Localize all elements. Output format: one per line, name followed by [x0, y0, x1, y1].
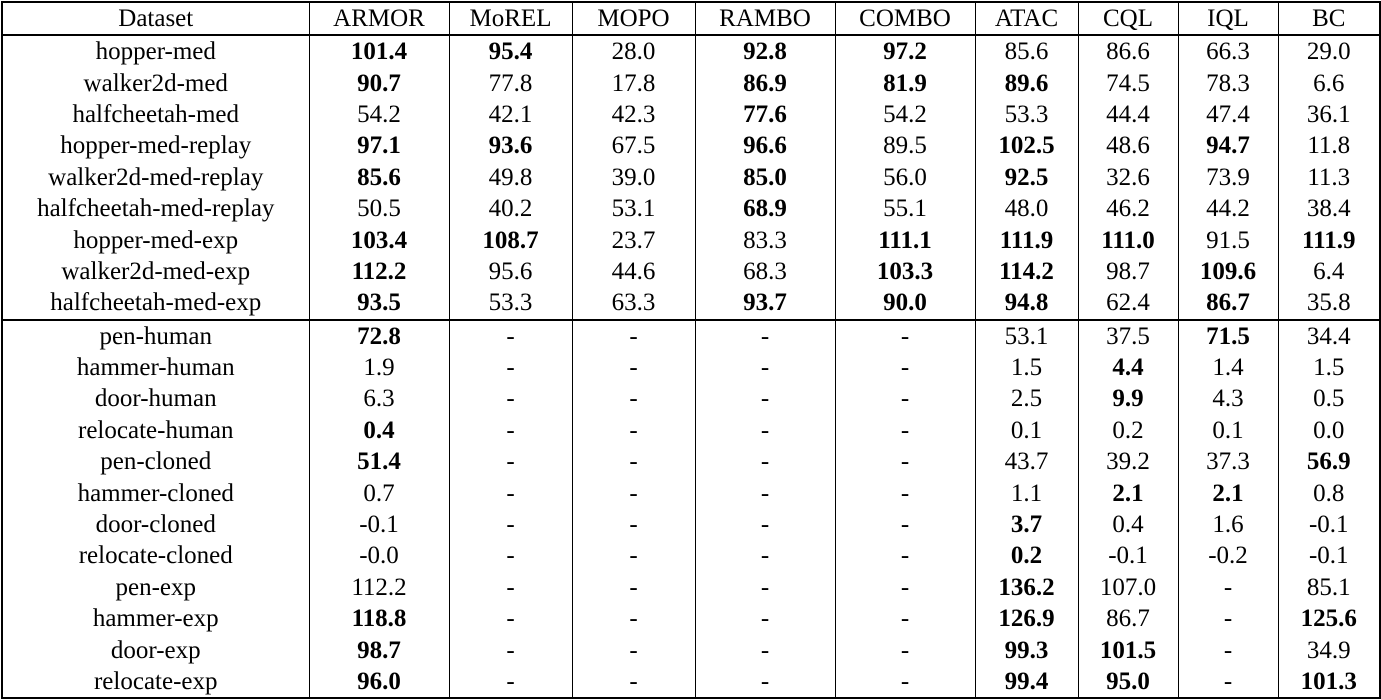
score-cell-morel: - [449, 383, 572, 414]
score-cell-iql: - [1178, 603, 1278, 634]
score-cell-cql: 111.0 [1078, 224, 1178, 255]
table-row [2, 256, 1380, 287]
score-cell-atac: 89.6 [975, 67, 1078, 98]
score-cell-rambo: 83.3 [695, 224, 835, 255]
dataset-cell: pen-human [2, 320, 309, 352]
score-cell-rambo: 85.0 [695, 162, 835, 193]
column-header-combo: COMBO [835, 2, 975, 35]
score-cell-cql: 98.7 [1078, 256, 1178, 287]
score-cell-armor: 0.7 [309, 477, 449, 508]
dataset-cell: door-exp [2, 634, 309, 665]
table-body [2, 35, 1380, 698]
score-cell-atac: 53.1 [975, 320, 1078, 352]
score-cell-mopo: 28.0 [572, 35, 695, 67]
score-cell-cql: 74.5 [1078, 67, 1178, 98]
score-cell-atac: 99.3 [975, 634, 1078, 665]
score-cell-bc: -0.1 [1278, 509, 1380, 540]
score-cell-bc: 0.8 [1278, 477, 1380, 508]
score-cell-armor: 90.7 [309, 67, 449, 98]
score-cell-morel: 95.4 [449, 35, 572, 67]
score-cell-rambo: - [695, 446, 835, 477]
score-cell-atac: 2.5 [975, 383, 1078, 414]
score-cell-mopo: - [572, 603, 695, 634]
column-header-mopo: MOPO [572, 2, 695, 35]
score-cell-iql: 1.4 [1178, 352, 1278, 383]
score-cell-morel: - [449, 446, 572, 477]
score-cell-mopo: 23.7 [572, 224, 695, 255]
score-cell-rambo: - [695, 383, 835, 414]
score-cell-morel: - [449, 666, 572, 698]
score-cell-mopo: 53.1 [572, 193, 695, 224]
score-cell-iql: - [1178, 634, 1278, 665]
table-row [2, 603, 1380, 634]
dataset-cell: door-human [2, 383, 309, 414]
score-cell-combo: 90.0 [835, 287, 975, 319]
dataset-cell: hopper-med-exp [2, 224, 309, 255]
score-cell-atac: 136.2 [975, 572, 1078, 603]
score-cell-armor: -0.0 [309, 540, 449, 571]
score-cell-bc: 11.8 [1278, 130, 1380, 161]
score-cell-armor: 101.4 [309, 35, 449, 67]
score-cell-armor: 103.4 [309, 224, 449, 255]
score-cell-rambo: 68.9 [695, 193, 835, 224]
score-cell-iql: 0.1 [1178, 415, 1278, 446]
score-cell-combo: 55.1 [835, 193, 975, 224]
score-cell-cql: 86.6 [1078, 35, 1178, 67]
score-cell-atac: 1.5 [975, 352, 1078, 383]
table-row [2, 287, 1380, 319]
score-cell-iql: 37.3 [1178, 446, 1278, 477]
score-cell-mopo: - [572, 572, 695, 603]
score-cell-atac: 3.7 [975, 509, 1078, 540]
score-cell-combo: - [835, 634, 975, 665]
score-cell-armor: -0.1 [309, 509, 449, 540]
score-cell-cql: 0.2 [1078, 415, 1178, 446]
score-cell-bc: 38.4 [1278, 193, 1380, 224]
score-cell-armor: 112.2 [309, 256, 449, 287]
score-cell-mopo: 42.3 [572, 99, 695, 130]
score-cell-combo: 97.2 [835, 35, 975, 67]
score-cell-mopo: 44.6 [572, 256, 695, 287]
score-cell-iql: 2.1 [1178, 477, 1278, 508]
table-row [2, 509, 1380, 540]
score-cell-bc: 125.6 [1278, 603, 1380, 634]
score-cell-armor: 6.3 [309, 383, 449, 414]
score-cell-morel: - [449, 320, 572, 352]
score-cell-iql: 86.7 [1178, 287, 1278, 319]
score-cell-morel: 40.2 [449, 193, 572, 224]
score-cell-mopo: 17.8 [572, 67, 695, 98]
score-cell-combo: 111.1 [835, 224, 975, 255]
dataset-cell: hopper-med-replay [2, 130, 309, 161]
score-cell-cql: 32.6 [1078, 162, 1178, 193]
score-cell-bc: 36.1 [1278, 99, 1380, 130]
table-row [2, 540, 1380, 571]
score-cell-mopo: 67.5 [572, 130, 695, 161]
score-cell-mopo: - [572, 666, 695, 698]
score-cell-atac: 94.8 [975, 287, 1078, 319]
table-row [2, 320, 1380, 352]
table-row [2, 99, 1380, 130]
score-cell-rambo: - [695, 603, 835, 634]
score-cell-iql: -0.2 [1178, 540, 1278, 571]
score-cell-mopo: - [572, 320, 695, 352]
score-cell-morel: 49.8 [449, 162, 572, 193]
score-cell-bc: 0.0 [1278, 415, 1380, 446]
score-cell-armor: 118.8 [309, 603, 449, 634]
score-cell-mopo: - [572, 509, 695, 540]
score-cell-morel: - [449, 415, 572, 446]
score-cell-cql: 107.0 [1078, 572, 1178, 603]
table-row [2, 352, 1380, 383]
table-row [2, 572, 1380, 603]
score-cell-armor: 1.9 [309, 352, 449, 383]
score-cell-mopo: - [572, 477, 695, 508]
score-cell-armor: 54.2 [309, 99, 449, 130]
score-cell-combo: 56.0 [835, 162, 975, 193]
score-cell-morel: - [449, 477, 572, 508]
score-cell-armor: 96.0 [309, 666, 449, 698]
score-cell-armor: 0.4 [309, 415, 449, 446]
score-cell-bc: 29.0 [1278, 35, 1380, 67]
score-cell-rambo: - [695, 415, 835, 446]
header-row [2, 2, 1380, 35]
score-cell-combo: - [835, 540, 975, 571]
score-cell-iql: 4.3 [1178, 383, 1278, 414]
score-cell-cql: 46.2 [1078, 193, 1178, 224]
table-row [2, 666, 1380, 698]
score-cell-cql: 62.4 [1078, 287, 1178, 319]
column-header-rambo: RAMBO [695, 2, 835, 35]
score-cell-mopo: - [572, 446, 695, 477]
score-cell-bc: 35.8 [1278, 287, 1380, 319]
score-cell-armor: 97.1 [309, 130, 449, 161]
score-cell-armor: 98.7 [309, 634, 449, 665]
score-cell-rambo: - [695, 666, 835, 698]
score-cell-armor: 51.4 [309, 446, 449, 477]
column-header-iql: IQL [1178, 2, 1278, 35]
score-cell-morel: 53.3 [449, 287, 572, 319]
score-cell-rambo: 96.6 [695, 130, 835, 161]
score-cell-iql: 91.5 [1178, 224, 1278, 255]
score-cell-mopo: - [572, 415, 695, 446]
score-cell-combo: - [835, 352, 975, 383]
score-cell-armor: 72.8 [309, 320, 449, 352]
score-cell-cql: 39.2 [1078, 446, 1178, 477]
score-cell-iql: 71.5 [1178, 320, 1278, 352]
score-cell-armor: 50.5 [309, 193, 449, 224]
score-cell-rambo: 68.3 [695, 256, 835, 287]
score-cell-atac: 99.4 [975, 666, 1078, 698]
score-cell-iql: 109.6 [1178, 256, 1278, 287]
score-cell-morel: 108.7 [449, 224, 572, 255]
score-cell-cql: -0.1 [1078, 540, 1178, 571]
score-cell-cql: 37.5 [1078, 320, 1178, 352]
score-cell-cql: 86.7 [1078, 603, 1178, 634]
score-cell-bc: 0.5 [1278, 383, 1380, 414]
table-header [2, 2, 1380, 35]
score-cell-combo: - [835, 666, 975, 698]
score-cell-combo: 89.5 [835, 130, 975, 161]
table-row [2, 224, 1380, 255]
score-cell-armor: 85.6 [309, 162, 449, 193]
score-cell-rambo: 86.9 [695, 67, 835, 98]
score-cell-iql: 66.3 [1178, 35, 1278, 67]
score-cell-atac: 85.6 [975, 35, 1078, 67]
score-cell-morel: - [449, 603, 572, 634]
column-header-bc: BC [1278, 2, 1380, 35]
score-cell-mopo: 63.3 [572, 287, 695, 319]
score-cell-combo: 81.9 [835, 67, 975, 98]
score-cell-combo: 54.2 [835, 99, 975, 130]
dataset-cell: relocate-cloned [2, 540, 309, 571]
column-header-armor: ARMOR [309, 2, 449, 35]
score-cell-combo: - [835, 383, 975, 414]
score-cell-bc: 34.4 [1278, 320, 1380, 352]
column-header-morel: MoREL [449, 2, 572, 35]
score-cell-mopo: - [572, 634, 695, 665]
dataset-cell: hammer-human [2, 352, 309, 383]
score-cell-combo: - [835, 509, 975, 540]
dataset-cell: walker2d-med-exp [2, 256, 309, 287]
score-cell-combo: 103.3 [835, 256, 975, 287]
score-cell-rambo: - [695, 540, 835, 571]
dataset-cell: hammer-cloned [2, 477, 309, 508]
dataset-cell: halfcheetah-med-exp [2, 287, 309, 319]
table-row [2, 477, 1380, 508]
score-cell-cql: 44.4 [1078, 99, 1178, 130]
score-cell-bc: 56.9 [1278, 446, 1380, 477]
score-cell-rambo: 77.6 [695, 99, 835, 130]
score-cell-iql: - [1178, 572, 1278, 603]
dataset-cell: pen-cloned [2, 446, 309, 477]
score-cell-bc: 1.5 [1278, 352, 1380, 383]
table-row [2, 383, 1380, 414]
score-cell-bc: 6.6 [1278, 67, 1380, 98]
dataset-cell: walker2d-med [2, 67, 309, 98]
score-cell-bc: 11.3 [1278, 162, 1380, 193]
dataset-cell: hopper-med [2, 35, 309, 67]
score-cell-combo: - [835, 603, 975, 634]
score-cell-mopo: - [572, 383, 695, 414]
score-cell-atac: 53.3 [975, 99, 1078, 130]
score-cell-rambo: - [695, 509, 835, 540]
score-cell-atac: 114.2 [975, 256, 1078, 287]
score-cell-armor: 93.5 [309, 287, 449, 319]
table-row [2, 446, 1380, 477]
table-row [2, 193, 1380, 224]
dataset-cell: relocate-human [2, 415, 309, 446]
score-cell-combo: - [835, 446, 975, 477]
score-cell-cql: 101.5 [1078, 634, 1178, 665]
score-cell-cql: 0.4 [1078, 509, 1178, 540]
score-cell-iql: 1.6 [1178, 509, 1278, 540]
score-cell-atac: 0.2 [975, 540, 1078, 571]
score-cell-bc: 6.4 [1278, 256, 1380, 287]
table-row [2, 162, 1380, 193]
score-cell-combo: - [835, 320, 975, 352]
score-cell-rambo: 93.7 [695, 287, 835, 319]
score-cell-bc: 34.9 [1278, 634, 1380, 665]
score-cell-rambo: - [695, 320, 835, 352]
score-cell-morel: 95.6 [449, 256, 572, 287]
score-cell-rambo: 92.8 [695, 35, 835, 67]
score-cell-rambo: - [695, 352, 835, 383]
score-cell-bc: 111.9 [1278, 224, 1380, 255]
score-cell-morel: - [449, 634, 572, 665]
table-row [2, 130, 1380, 161]
column-header-atac: ATAC [975, 2, 1078, 35]
dataset-cell: walker2d-med-replay [2, 162, 309, 193]
dataset-cell: hammer-exp [2, 603, 309, 634]
score-cell-cql: 4.4 [1078, 352, 1178, 383]
score-cell-morel: - [449, 540, 572, 571]
results-table [1, 1, 1381, 699]
score-cell-mopo: 39.0 [572, 162, 695, 193]
score-cell-bc: 101.3 [1278, 666, 1380, 698]
score-cell-rambo: - [695, 477, 835, 508]
score-cell-cql: 2.1 [1078, 477, 1178, 508]
score-cell-atac: 126.9 [975, 603, 1078, 634]
score-cell-atac: 92.5 [975, 162, 1078, 193]
score-cell-iql: 94.7 [1178, 130, 1278, 161]
score-cell-iql: 73.9 [1178, 162, 1278, 193]
dataset-cell: pen-exp [2, 572, 309, 603]
dataset-cell: halfcheetah-med [2, 99, 309, 130]
score-cell-combo: - [835, 477, 975, 508]
dataset-cell: halfcheetah-med-replay [2, 193, 309, 224]
table-row [2, 35, 1380, 67]
column-header-dataset: Dataset [2, 2, 309, 35]
score-cell-bc: 85.1 [1278, 572, 1380, 603]
score-cell-morel: 77.8 [449, 67, 572, 98]
score-cell-atac: 0.1 [975, 415, 1078, 446]
score-cell-atac: 111.9 [975, 224, 1078, 255]
score-cell-combo: - [835, 572, 975, 603]
score-cell-cql: 9.9 [1078, 383, 1178, 414]
score-cell-cql: 95.0 [1078, 666, 1178, 698]
score-cell-atac: 1.1 [975, 477, 1078, 508]
column-header-cql: CQL [1078, 2, 1178, 35]
score-cell-rambo: - [695, 634, 835, 665]
score-cell-mopo: - [572, 540, 695, 571]
table-row [2, 67, 1380, 98]
score-cell-rambo: - [695, 572, 835, 603]
score-cell-atac: 48.0 [975, 193, 1078, 224]
score-cell-mopo: - [572, 352, 695, 383]
score-cell-atac: 43.7 [975, 446, 1078, 477]
dataset-cell: relocate-exp [2, 666, 309, 698]
score-cell-morel: - [449, 509, 572, 540]
score-cell-armor: 112.2 [309, 572, 449, 603]
table-row [2, 415, 1380, 446]
score-cell-iql: 78.3 [1178, 67, 1278, 98]
score-cell-iql: 47.4 [1178, 99, 1278, 130]
score-cell-bc: -0.1 [1278, 540, 1380, 571]
score-cell-iql: 44.2 [1178, 193, 1278, 224]
score-cell-morel: - [449, 352, 572, 383]
score-cell-iql: - [1178, 666, 1278, 698]
dataset-cell: door-cloned [2, 509, 309, 540]
score-cell-combo: - [835, 415, 975, 446]
score-cell-morel: 93.6 [449, 130, 572, 161]
score-cell-atac: 102.5 [975, 130, 1078, 161]
score-cell-morel: - [449, 572, 572, 603]
table-row [2, 634, 1380, 665]
score-cell-cql: 48.6 [1078, 130, 1178, 161]
score-cell-morel: 42.1 [449, 99, 572, 130]
